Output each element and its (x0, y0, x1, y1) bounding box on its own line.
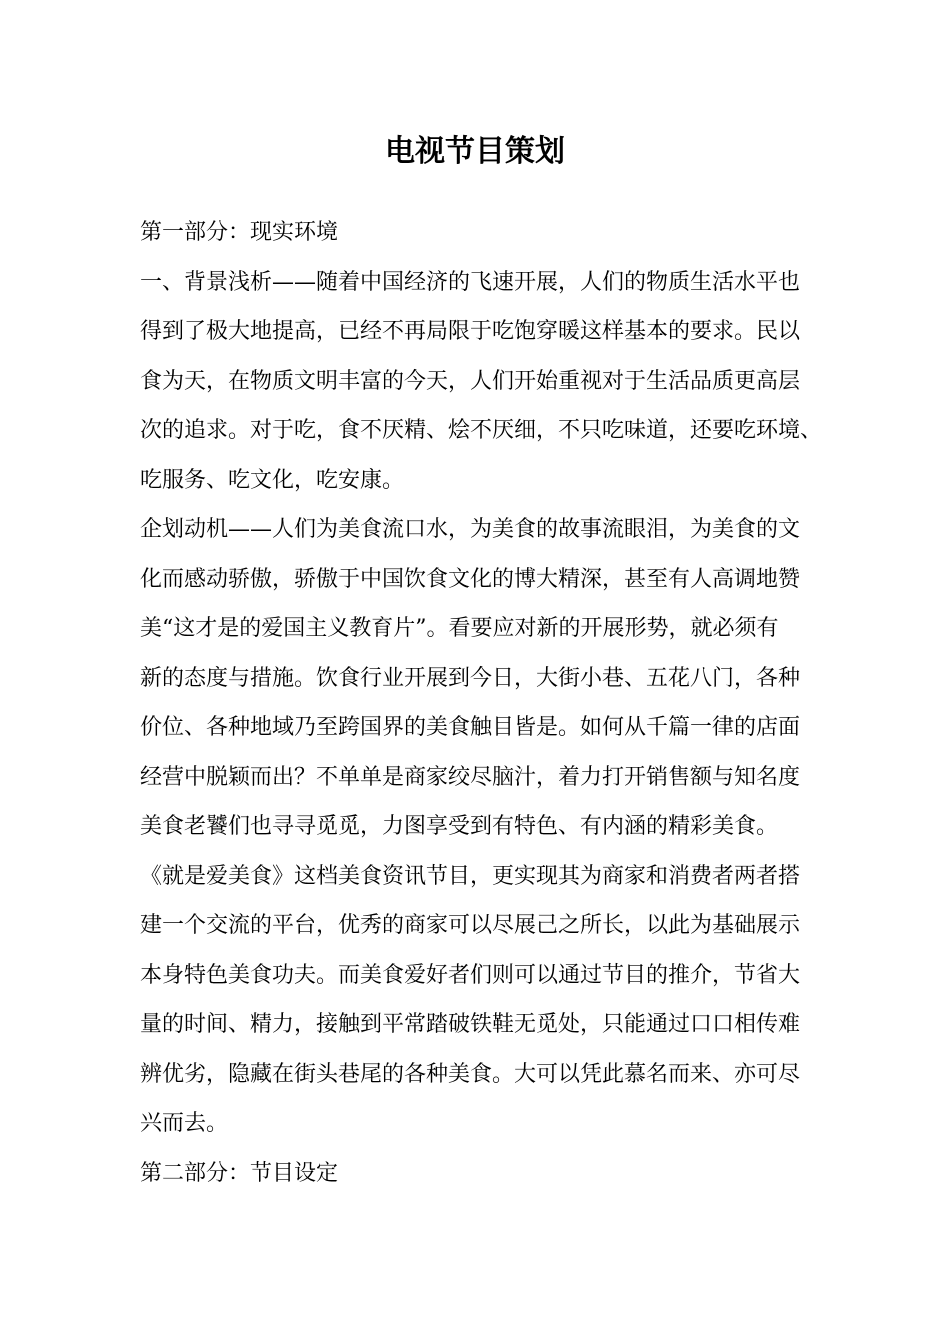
paragraph-line: 企划动机——人们为美食流口水，为美食的故事流眼泪，为美食的文 (140, 517, 801, 542)
document-title: 电视节目策划 (385, 134, 565, 169)
paragraph-line: 建一个交流的平台，优秀的商家可以尽展己之所长，以此为基础展示 (140, 913, 801, 938)
paragraph-line: 一、背景浅析——随着中国经济的飞速开展，人们的物质生活水平也 (140, 269, 801, 295)
paragraph-line: 《就是爱美食》这档美食资讯节目，更实现其为商家和消费者两者搭 (140, 863, 801, 889)
paragraph-line: 吃服务、吃文化，吃安康。 (140, 467, 405, 493)
paragraph-line: 化而感动骄傲，骄傲于中国饮食文化的博大精深，甚至有人高调地赞 (140, 566, 801, 592)
paragraph-line: 食为天，在物质文明丰富的今天，人们开始重视对于生活品质更高层 (140, 368, 801, 394)
paragraph-line: 美“这才是的爱国主义教育片”。看要应对新的开展形势，就必须有 (140, 616, 779, 641)
paragraph-line: 兴而去。 (140, 1111, 229, 1136)
paragraph-line: 美食老饕们也寻寻觅觅，力图享受到有特色、有内涵的精彩美食。 (140, 814, 779, 839)
paragraph-line: 经营中脱颖而出？不单单是商家绞尽脑汁，着力打开销售额与知名度 (140, 764, 801, 790)
section-heading: 第二部分：节目设定 (140, 1160, 339, 1186)
paragraph-line: 次的追求。对于吃，食不厌精、烩不厌细，不只吃味道，还要吃环境、 (140, 418, 823, 443)
document-body (140, 208, 830, 1198)
paragraph-line: 辨优劣，隐藏在街头巷尾的各种美食。大可以凭此慕名而来、亦可尽 (140, 1061, 801, 1087)
paragraph-line: 价位、各种地域乃至跨国界的美食触目皆是。如何从千篇一律的店面 (140, 715, 801, 740)
section-heading: 第一部分：现实环境 (140, 220, 339, 245)
paragraph-line: 本身特色美食功夫。而美食爱好者们则可以通过节目的推介，节省大 (140, 962, 801, 988)
paragraph-line: 新的态度与措施。饮食行业开展到今日，大街小巷、五花八门，各种 (140, 665, 801, 691)
paragraph-line: 得到了极大地提高，已经不再局限于吃饱穿暖这样基本的要求。民以 (140, 319, 801, 344)
paragraph-line: 量的时间、精力，接触到平常踏破铁鞋无觅处，只能通过口口相传难 (140, 1012, 801, 1037)
